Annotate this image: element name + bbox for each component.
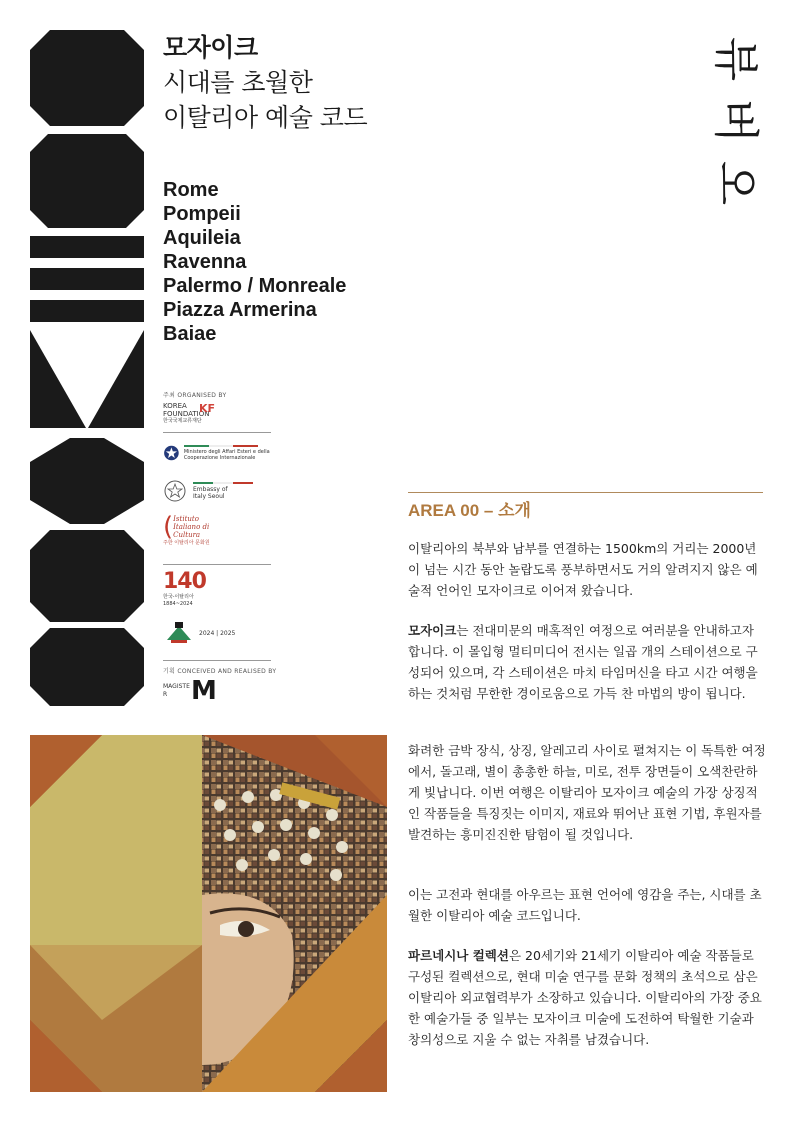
city-item: Pompeii [163, 203, 241, 225]
city-item: Aquileia [163, 227, 241, 249]
istituto-kr: 주한 이탈리아 문화원 [163, 540, 210, 546]
mosaic-logo [30, 30, 144, 706]
embassy-name: Embassy of Italy Seoul [193, 486, 228, 500]
korea-foundation-kr: 한국국제교류재단 [163, 418, 202, 424]
city-list [163, 178, 346, 346]
logo-letter-m [30, 30, 144, 126]
magister-name: MAGISTER [163, 683, 190, 698]
highlight-farnesina: 파르네시나 컬렉션 [408, 948, 509, 963]
logo-letter-a [88, 330, 144, 428]
year-mark: 2024 | 2025 [199, 629, 236, 637]
section-rule [408, 492, 763, 493]
vertical-char: 뷰 [709, 36, 763, 82]
paragraph-2-text: 는 전대미문의 매혹적인 여정으로 여러분을 안내하고자 합니다. 이 몰입형 멀티미디어 전시는 일곱 개의 스테이션으로 구성되어 있으며, 각 스테이션은 마치 타임머신을 타고 시간 여행을 하는 것처럼 무한한 경이로움으로 가득 찬 마법의 방이 됩니다. [408, 623, 758, 701]
anniversary-number: 140 [163, 569, 206, 594]
magister-m-icon: M [191, 676, 217, 706]
subtitle-line-1: 시대를 초월한 [163, 68, 313, 97]
conceived-by-label: 기획 CONCEIVED AND REALISED BY [163, 668, 277, 675]
logo-letter-c [30, 530, 144, 622]
istituto-logo [163, 514, 263, 547]
intro-paragraph-1: 이탈리아의 북부와 남부를 연결하는 1500km의 거리는 2000년이 넘는 시간 동안 놀랍도록 풍부하면서도 거의 알려지지 않은 예술적 언어인 모자이크로 이어져 왔습니다. [408, 541, 758, 598]
divider [163, 660, 271, 661]
intro-paragraph-2 [408, 620, 768, 704]
korea-foundation-name: KOREA FOUNDATION [163, 402, 210, 418]
city-item: Rome [163, 179, 219, 201]
logo-letter-s [30, 236, 144, 322]
city-item: Palermo / Monreale [163, 275, 347, 297]
istituto-name: Istituto Italiano di Cultura [173, 515, 210, 539]
hat-figure-icon [163, 620, 195, 646]
anniversary-text: 한국-이탈리아 1884~2024 [163, 594, 194, 607]
vertical-title [706, 28, 766, 214]
kf-mark: KF [199, 402, 216, 415]
anniversary-logo [163, 570, 223, 608]
organised-by-label: 주최 ORGANISED BY [163, 392, 227, 399]
ministry-name: Ministero degli Affari Esteri e della Cooperazione Internazionale [183, 449, 270, 461]
vertical-char: 버 [709, 98, 763, 144]
intro-paragraph-3: 화려한 금박 장식, 상징, 알레고리 사이로 펼쳐지는 이 독특한 여정에서, 돌고래, 별이 총총한 하늘, 미로, 전투 장면들이 오색찬란하게 빛납니다. 이번 여행은 이탈리아 모자이크 예술의 가장 상징적인 작품들을 특징짓는 이미지, 재료와 뛰어난 표현 기법, 후원자를 발견하는 흥미진진한 탐험이 될 것입니다. [408, 743, 766, 842]
city-item: Ravenna [163, 251, 247, 273]
paragraph-5-text: 은 20세기와 21세기 이탈리아 예술 작품들로 구성된 컬렉션으로, 현대 미술 연구를 문화 정책의 초석으로 삼은 이탈리아 외교협력부가 소장하고 있습니다. 이탈리아의 가장 중요한 예술가들 중 일부는 모자이크 미술에 도전하여 탁월한 기술과 창의성으로 지울 수 없는 자취를 남겼습니다. [408, 948, 762, 1047]
page-title: 모자이크 [163, 33, 258, 62]
year-logo [163, 620, 273, 646]
city-item: Piazza Armerina [163, 299, 317, 321]
italian-emblem-icon [163, 438, 180, 468]
area-title: AREA 00 – 소개 [408, 501, 531, 520]
istituto-bracket-icon: ( [163, 512, 174, 542]
embassy-logo [163, 478, 263, 504]
vertical-char: 오 [709, 160, 763, 206]
magister-logo [163, 678, 217, 704]
logo-letter-o [30, 134, 144, 228]
italian-emblem-outline-icon [163, 478, 187, 504]
divider [163, 564, 271, 565]
ministry-logo [163, 438, 273, 468]
logo-letter-i [30, 438, 144, 524]
intro-paragraph-4: 이는 고전과 현대를 아우르는 표현 언어에 영감을 주는, 시대를 초월한 이탈리아 예술 코드입니다. [408, 887, 762, 923]
mosaic-artwork-image [30, 735, 387, 1092]
city-item: Baiae [163, 323, 217, 345]
divider [163, 432, 271, 433]
highlight-mosaic: 모자이크 [408, 623, 457, 638]
logo-letter-o2 [30, 628, 144, 706]
subtitle-line-2: 이탈리아 예술 코드 [163, 103, 368, 132]
korea-foundation-logo [163, 402, 223, 425]
intro-paragraph-5 [408, 945, 768, 1050]
